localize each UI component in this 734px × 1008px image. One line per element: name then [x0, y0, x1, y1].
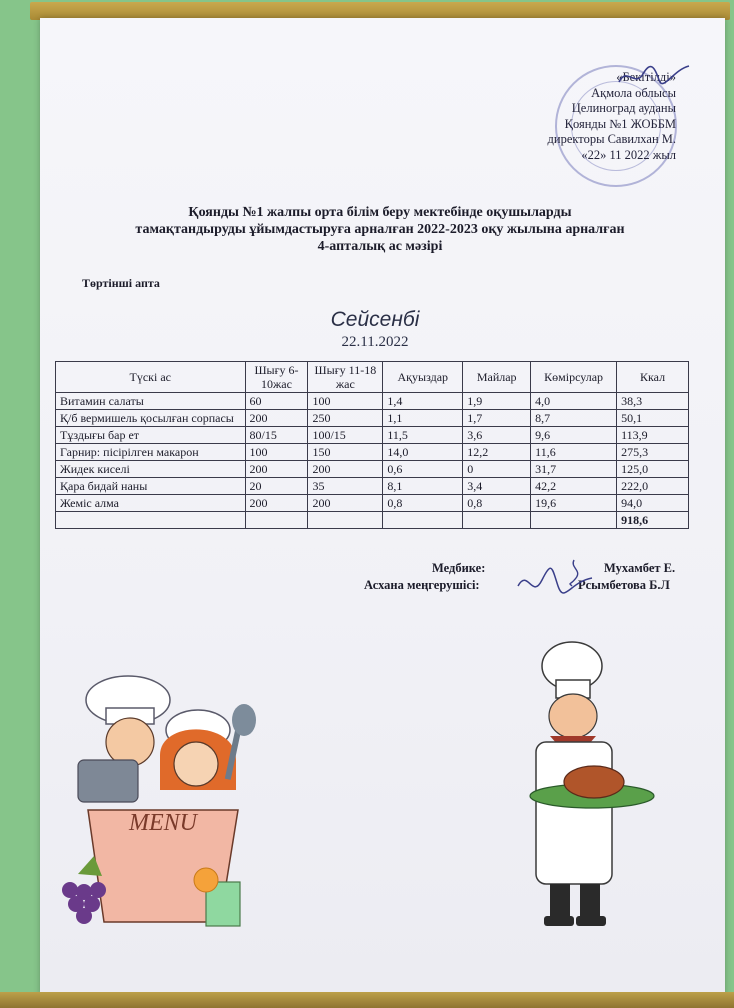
table-row: [56, 410, 689, 427]
approval-line-6: «22» 11 2022 жыл: [581, 147, 676, 162]
nurse-name: Мухамбет Е.: [604, 561, 676, 575]
table-row: [56, 444, 689, 461]
heading-line-3: 4-апталық ас мәзірі: [317, 239, 443, 254]
header-fat: Майлар: [463, 362, 531, 393]
cell-fat: 0,8: [463, 495, 531, 512]
cell-dish: Қара бидай наны: [56, 478, 246, 495]
cell-portion-senior: 250: [308, 410, 383, 427]
head-name: Рсымбетова Б.Л: [578, 578, 670, 592]
frame-bottom: [0, 992, 734, 1008]
cell-fat: 0: [463, 461, 531, 478]
approval-line-3: Целиноград ауданы: [571, 101, 676, 115]
cell-portion-junior: 80/15: [245, 427, 308, 444]
table-row: [56, 427, 689, 444]
cell-kcal: 94,0: [617, 495, 689, 512]
cell-portion-junior: 200: [245, 410, 308, 427]
cell-fat: 1,9: [463, 393, 531, 410]
approval-line-2: Ақмола облысы: [591, 85, 676, 100]
heading-line-2: тамақтандыруды ұйымдастыруға арналған 2022-2023 оқу жылына арналған: [135, 222, 625, 237]
cell-carbs: 11,6: [531, 444, 617, 461]
table-header-row: [56, 362, 689, 393]
header-meal: Түскі ас: [56, 362, 246, 393]
cell-protein: 1,4: [383, 393, 463, 410]
nurse-label: Медбике:: [432, 561, 486, 575]
header-protein: Ақуыздар: [383, 362, 463, 393]
cell-fat: 3,6: [463, 427, 531, 444]
cell-kcal: 125,0: [617, 461, 689, 478]
cell-portion-senior: 200: [308, 495, 383, 512]
header-portion-senior: Шығу 11-18 жас: [308, 362, 383, 393]
cell-portion-senior: 35: [308, 478, 383, 495]
cell-protein: 14,0: [383, 444, 463, 461]
chef-illustration: [520, 636, 670, 936]
table-row: [56, 461, 689, 478]
cell-carbs: 9,6: [531, 427, 617, 444]
cell-kcal: 113,9: [617, 427, 689, 444]
header-portion-junior: Шығу 6-10жас: [245, 362, 308, 393]
cell-dish: Жидек киселі: [56, 461, 246, 478]
approval-line-1: «Бекітілді»: [616, 70, 676, 84]
cell-portion-junior: 100: [245, 444, 308, 461]
staff-signatures: [512, 556, 596, 608]
table-row: [56, 495, 689, 512]
cell-dish: Тұздығы бар ет: [56, 427, 246, 444]
table-total-row: [56, 512, 689, 529]
cell-dish: Жеміс алма: [56, 495, 246, 512]
cell-dish: Гарнир: пісірілген макарон: [56, 444, 246, 461]
cell-fat: 3,4: [463, 478, 531, 495]
total-kcal: 918,6: [617, 512, 689, 529]
cell-portion-junior: 200: [245, 495, 308, 512]
cell-kcal: 222,0: [617, 478, 689, 495]
cell-fat: 12,2: [463, 444, 531, 461]
cell-protein: 8,1: [383, 478, 463, 495]
day-title: Сейсенбі: [330, 308, 420, 331]
head-label: Асхана меңгерушісі:: [364, 578, 480, 592]
table-row: [56, 393, 689, 410]
cell-portion-junior: 200: [245, 461, 308, 478]
cell-dish: Витамин салаты: [56, 393, 246, 410]
approval-line-5: директоры Савилхан М.: [547, 132, 676, 146]
cell-dish: Қ/б вермишель қосылған сорпасы: [56, 410, 246, 427]
menu-date: 22.11.2022: [341, 334, 409, 350]
cell-portion-senior: 150: [308, 444, 383, 461]
menu-word: MENU: [129, 810, 197, 836]
heading-line-1: Қоянды №1 жалпы орта білім беру мектебінде оқушыларды: [188, 205, 572, 220]
cell-portion-senior: 100: [308, 393, 383, 410]
week-label: Төртінші апта: [82, 276, 160, 290]
header-kcal: Ккал: [617, 362, 689, 393]
cell-carbs: 8,7: [531, 410, 617, 427]
document-heading: [60, 204, 700, 255]
cell-portion-senior: 100/15: [308, 427, 383, 444]
cell-carbs: 42,2: [531, 478, 617, 495]
cell-portion-senior: 200: [308, 461, 383, 478]
cell-kcal: 275,3: [617, 444, 689, 461]
cell-portion-junior: 60: [245, 393, 308, 410]
cell-kcal: 38,3: [617, 393, 689, 410]
cell-carbs: 19,6: [531, 495, 617, 512]
cell-carbs: 31,7: [531, 461, 617, 478]
director-signature: [615, 62, 695, 92]
cell-fat: 1,7: [463, 410, 531, 427]
menu-table: [55, 361, 689, 529]
cell-protein: 11,5: [383, 427, 463, 444]
cell-portion-junior: 20: [245, 478, 308, 495]
cell-protein: 0,6: [383, 461, 463, 478]
cell-carbs: 4,0: [531, 393, 617, 410]
header-carbs: Көмірсулар: [531, 362, 617, 393]
cell-protein: 1,1: [383, 410, 463, 427]
cell-kcal: 50,1: [617, 410, 689, 427]
approval-line-4: Қоянды №1 ЖОББМ: [564, 116, 676, 131]
table-row: [56, 478, 689, 495]
cell-protein: 0,8: [383, 495, 463, 512]
kids-menu-illustration: [48, 660, 278, 930]
